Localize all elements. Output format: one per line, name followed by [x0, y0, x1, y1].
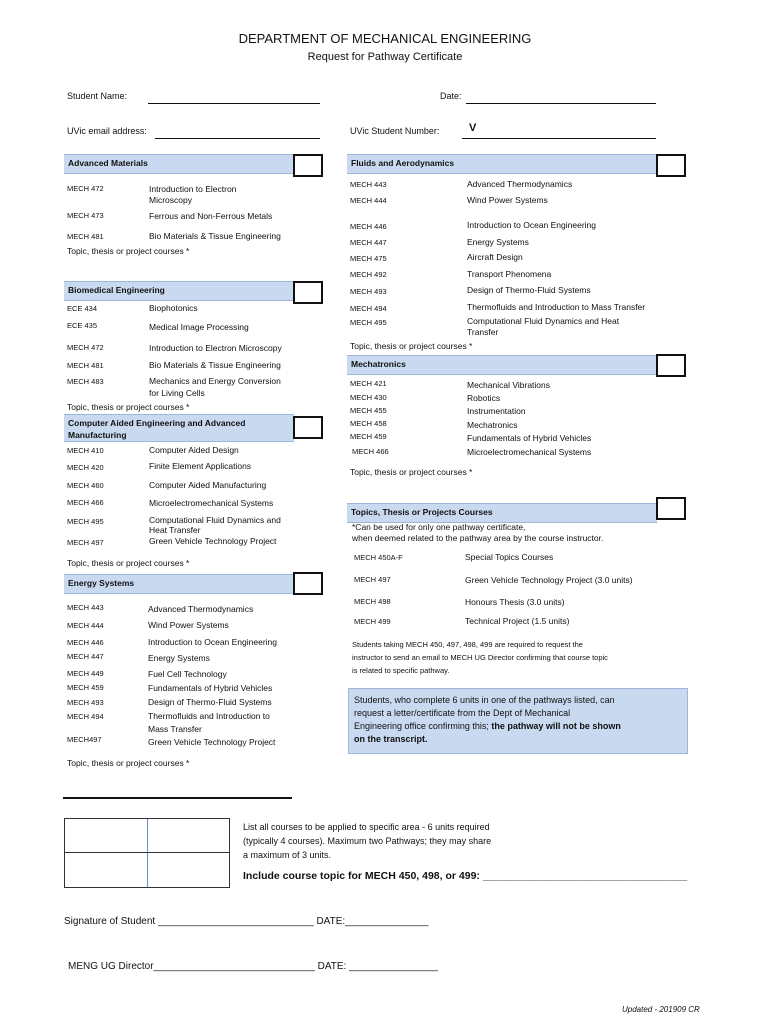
director-signature-line[interactable]: MENG UG Director_____________________________ DATE: ________________: [68, 961, 439, 972]
course-code: MECH 481: [67, 232, 104, 241]
checkbox-fluids[interactable]: [656, 154, 686, 177]
course-code: MECH 446: [350, 222, 387, 231]
course-code: MECH 447: [350, 238, 387, 247]
course-code: MECH 430: [350, 393, 387, 402]
course-code: MECH 459: [67, 683, 104, 692]
student-signature-line[interactable]: Signature of Student ____________________________ DATE:_______________: [64, 916, 429, 927]
section-topics: Topics, Thesis or Projects Courses: [347, 503, 657, 523]
course-code: MECH 447: [67, 652, 104, 661]
course-code: MECH 460: [67, 481, 104, 490]
course-name: Mechanics and Energy Conversion: [149, 376, 281, 386]
course-code: MECH 494: [350, 304, 387, 313]
course-name: Heat Transfer: [149, 525, 201, 535]
date-label: Date:: [440, 91, 462, 101]
section-biomedical: Biomedical Engineering: [64, 281, 294, 301]
course-name: Special Topics Courses: [465, 552, 554, 562]
course-name: Biophotonics: [149, 303, 198, 313]
course-name: Transport Phenomena: [467, 269, 552, 279]
course-code: MECH 472: [67, 184, 104, 193]
page-title: DEPARTMENT OF MECHANICAL ENGINEERING: [238, 31, 532, 46]
course-name: Instrumentation: [467, 406, 526, 416]
course-name: Technical Project (1.5 units): [465, 616, 570, 626]
topics-note: when deemed related to the pathway area by the course instructor.: [352, 533, 604, 543]
course-code: MECH 481: [67, 361, 104, 370]
topic-note: Topic, thesis or project courses *: [67, 246, 190, 256]
course-name: Bio Materials & Tissue Engineering: [149, 231, 281, 241]
topics-paragraph: Students taking MECH 450, 497, 498, 499 are required to request the: [352, 640, 583, 649]
course-code: MECH 443: [350, 180, 387, 189]
course-code: MECH 473: [67, 211, 104, 220]
grid-divider: [147, 819, 148, 887]
course-code: MECH 495: [350, 318, 387, 327]
email-label: UVic email address:: [67, 126, 147, 136]
course-code: MECH 495: [67, 517, 104, 526]
course-code: MECH 493: [67, 698, 104, 707]
course-name: Finite Element Applications: [149, 461, 252, 471]
course-code: MECH 410: [67, 446, 104, 455]
course-name: Computer Aided Design: [149, 445, 239, 455]
checkbox-mechatronics[interactable]: [656, 354, 686, 377]
topics-paragraph: is related to specific pathway.: [352, 666, 450, 675]
section-energy: Energy Systems: [64, 574, 294, 594]
course-name: Introduction to Ocean Engineering: [148, 637, 278, 647]
course-name: Computational Fluid Dynamics and: [149, 515, 281, 525]
course-name: Green Vehicle Technology Project: [148, 737, 276, 747]
course-code: MECH 492: [350, 270, 387, 279]
course-name: Wind Power Systems: [467, 195, 548, 205]
topic-note: Topic, thesis or project courses *: [67, 402, 190, 412]
course-name: for Living Cells: [149, 388, 205, 398]
student-name-label: Student Name:: [67, 91, 128, 101]
course-name: Energy Systems: [148, 653, 210, 663]
course-code: MECH497: [67, 735, 102, 744]
instructions: List all courses to be applied to specific area - 6 units required: [243, 822, 490, 832]
section-cad: Computer Aided Engineering and Advanced Manufacturing: [64, 414, 294, 442]
section-mechatronics: Mechatronics: [347, 355, 657, 375]
course-code: MECH 498: [354, 597, 391, 606]
student-number-label: UVic Student Number:: [350, 126, 440, 136]
course-name: Mechatronics: [467, 420, 518, 430]
course-name: Advanced Thermodynamics: [148, 604, 254, 614]
course-code: MECH 483: [67, 377, 104, 386]
course-code: MECH 466: [67, 498, 104, 507]
instructions: (typically 4 courses). Maximum two Pathways; they may share: [243, 836, 492, 846]
course-name: Thermofluids and Introduction to: [148, 711, 270, 721]
course-name: Bio Materials & Tissue Engineering: [149, 360, 281, 370]
topic-note: Topic, thesis or project courses *: [67, 558, 190, 568]
course-code: MECH 497: [67, 538, 104, 547]
course-code: MECH 450A-F: [354, 553, 403, 562]
course-name: Fundamentals of Hybrid Vehicles: [148, 683, 273, 693]
student-number-prefix: V: [469, 122, 477, 134]
course-code: MECH 443: [67, 603, 104, 612]
course-name: Design of Thermo-Fluid Systems: [467, 285, 591, 295]
topics-note: *Can be used for only one pathway certificate,: [352, 522, 526, 532]
course-code: MECH 444: [67, 621, 104, 630]
topic-note: Topic, thesis or project courses *: [67, 758, 190, 768]
course-name: Introduction to Electron: [149, 184, 237, 194]
course-code: MECH 475: [350, 254, 387, 263]
course-name: Green Vehicle Technology Project: [149, 536, 277, 546]
pathway-callout: Students, who complete 6 units in one of the pathways listed, can request a letter/certificate from the Dept of Mechanical Engineering office confirming this; the pathway will not be shown on the transcript.: [348, 688, 688, 754]
student-name-field[interactable]: [148, 103, 320, 104]
checkbox-topics[interactable]: [656, 497, 686, 520]
course-entry-grid[interactable]: [64, 818, 230, 888]
course-name: Thermofluids and Introduction to Mass Transfer: [467, 302, 646, 312]
course-code: MECH 458: [350, 419, 387, 428]
course-code: MECH 455: [350, 406, 387, 415]
course-name: Aircraft Design: [467, 252, 523, 262]
topics-paragraph: instructor to send an email to MECH UG Director confirming that course topic: [352, 653, 608, 662]
checkbox-advanced-materials[interactable]: [293, 154, 323, 177]
student-number-field[interactable]: [462, 138, 656, 139]
course-name: Mass Transfer: [148, 724, 202, 734]
checkbox-energy[interactable]: [293, 572, 323, 595]
course-code: MECH 493: [350, 287, 387, 296]
course-name: Microscopy: [149, 195, 192, 205]
course-name: Energy Systems: [467, 237, 529, 247]
section-advanced-materials: Advanced Materials: [64, 154, 294, 174]
course-name: Transfer: [467, 327, 499, 337]
course-name: Fuel Cell Technology: [148, 669, 227, 679]
course-code: ECE 434: [67, 304, 98, 313]
course-name: Fundamentals of Hybrid Vehicles: [467, 433, 592, 443]
course-name: Computational Fluid Dynamics and Heat: [467, 316, 620, 326]
course-code: MECH 449: [67, 669, 104, 678]
footer-updated: Updated - 201909 CR: [622, 1005, 700, 1014]
course-code: ECE 435: [67, 321, 98, 330]
course-name: Advanced Thermodynamics: [467, 179, 573, 189]
course-code: MECH 499: [354, 617, 391, 626]
instructions: a maximum of 3 units.: [243, 850, 332, 860]
course-name: Wind Power Systems: [148, 620, 229, 630]
email-field[interactable]: [155, 138, 320, 139]
date-field[interactable]: [466, 103, 656, 104]
course-code: MECH 444: [350, 196, 387, 205]
course-name: Medical Image Processing: [149, 322, 249, 332]
course-code: MECH 472: [67, 343, 104, 352]
course-code: MECH 497: [354, 575, 391, 584]
topic-note: Topic, thesis or project courses *: [350, 341, 473, 351]
section-fluids: Fluids and Aerodynamics: [347, 154, 657, 174]
checkbox-biomedical[interactable]: [293, 281, 323, 304]
course-name: Design of Thermo-Fluid Systems: [148, 697, 272, 707]
course-code: MECH 466: [352, 447, 389, 456]
course-code: MECH 459: [350, 432, 387, 441]
course-code: MECH 446: [67, 638, 104, 647]
course-name: Introduction to Electron Microscopy: [149, 343, 282, 353]
course-name: Introduction to Ocean Engineering: [467, 220, 597, 230]
course-name: Microelectromechanical Systems: [467, 447, 592, 457]
divider: [63, 797, 292, 799]
course-name: Ferrous and Non-Ferrous Metals: [149, 211, 273, 221]
course-code: MECH 494: [67, 712, 104, 721]
course-topic-line[interactable]: Include course topic for MECH 450, 498, or 499: ___________________________________: [243, 870, 688, 882]
course-name: Robotics: [467, 393, 501, 403]
course-name: Microelectromechanical Systems: [149, 498, 274, 508]
course-name: Computer Aided Manufacturing: [149, 480, 267, 490]
course-name: Honours Thesis (3.0 units): [465, 597, 565, 607]
checkbox-cad[interactable]: [293, 416, 323, 439]
course-name: Mechanical Vibrations: [467, 380, 550, 390]
course-name: Green Vehicle Technology Project (3.0 units): [465, 575, 633, 585]
grid-divider: [65, 852, 229, 853]
page-subtitle: Request for Pathway Certificate: [307, 51, 463, 63]
course-code: MECH 420: [67, 463, 104, 472]
course-code: MECH 421: [350, 379, 387, 388]
topic-note: Topic, thesis or project courses *: [350, 467, 473, 477]
